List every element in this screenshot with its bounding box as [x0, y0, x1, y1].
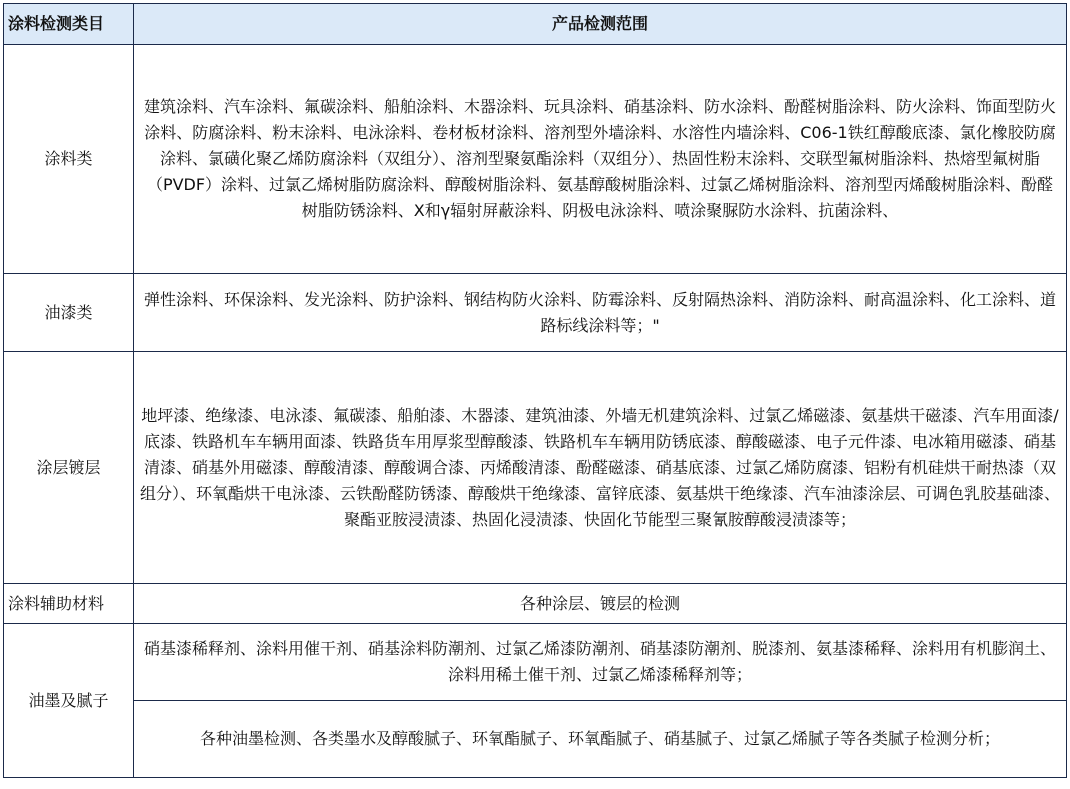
row-scope: 弹性涂料、环保涂料、发光涂料、防护涂料、钢结构防火涂料、防霉涂料、反射隔热涂料、消防涂料、耐高温涂料、化工涂料、道路标线涂料等；": [134, 274, 1067, 352]
table-row: [4, 352, 1067, 584]
header-category: 涂料检测类目: [4, 4, 134, 45]
row-category: 油漆类: [4, 274, 134, 352]
row-category: 涂料辅助材料: [4, 584, 134, 624]
detection-scope-table: [3, 3, 1067, 778]
table-row: [4, 274, 1067, 352]
row-scope: 建筑涂料、汽车涂料、氟碳涂料、船舶涂料、木器涂料、玩具涂料、硝基涂料、防水涂料、酚醛树脂涂料、防火涂料、饰面型防火涂料、防腐涂料、粉末涂料、电泳涂料、卷材板材涂料、溶剂型外墙涂料、水溶性内墙涂料、C06-1铁红醇酸底漆、氯化橡胶防腐涂料、氯磺化聚乙烯防腐涂料（双组分）、溶剂型聚氨酯涂料（双组分）、热固性粉末涂料、交联型氟树脂涂料、热熔型氟树脂（PVDF）涂料、过氯乙烯树脂防腐涂料、醇酸树脂涂料、氨基醇酸树脂涂料、过氯乙烯树脂涂料、溶剂型丙烯酸树脂涂料、酚醛树脂防锈涂料、X和γ辐射屏蔽涂料、阴极电泳涂料、喷涂聚脲防水涂料、抗菌涂料、: [134, 45, 1067, 274]
row-category: 油墨及腻子: [4, 624, 134, 778]
row-scope-secondary: 各种油墨检测、各类墨水及醇酸腻子、环氧酯腻子、环氧酯腻子、硝基腻子、过氯乙烯腻子等各类腻子检测分析；: [134, 701, 1067, 778]
row-scope: 硝基漆稀释剂、涂料用催干剂、硝基涂料防潮剂、过氯乙烯漆防潮剂、硝基漆防潮剂、脱漆剂、氨基漆稀释、涂料用有机膨润土、涂料用稀土催干剂、过氯乙烯漆稀释剂等；: [134, 624, 1067, 701]
row-category: 涂料类: [4, 45, 134, 274]
header-scope: 产品检测范围: [134, 4, 1067, 45]
row-scope: 地坪漆、绝缘漆、电泳漆、氟碳漆、船舶漆、木器漆、建筑油漆、外墙无机建筑涂料、过氯乙烯磁漆、氨基烘干磁漆、汽车用面漆/底漆、铁路机车车辆用面漆、铁路货车用厚浆型醇酸漆、铁路机车车辆用防锈底漆、醇酸磁漆、电子元件漆、电冰箱用磁漆、硝基清漆、硝基外用磁漆、醇酸清漆、醇酸调合漆、丙烯酸清漆、酚醛磁漆、硝基底漆、过氯乙烯防腐漆、铝粉有机硅烘干耐热漆（双组分）、环氧酯烘干电泳漆、云铁酚醛防锈漆、醇酸烘干绝缘漆、富锌底漆、氨基烘干绝缘漆、汽车油漆涂层、可调色乳胶基础漆、聚酯亚胺浸渍漆、热固化浸渍漆、快固化节能型三聚氰胺醇酸浸渍漆等；: [134, 352, 1067, 584]
row-scope: 各种涂层、镀层的检测: [134, 584, 1067, 624]
table-row: [4, 45, 1067, 274]
table-header-row: [4, 4, 1067, 45]
table-row: [4, 701, 1067, 778]
table-row: [4, 584, 1067, 624]
table-row: [4, 624, 1067, 701]
row-category: 涂层镀层: [4, 352, 134, 584]
